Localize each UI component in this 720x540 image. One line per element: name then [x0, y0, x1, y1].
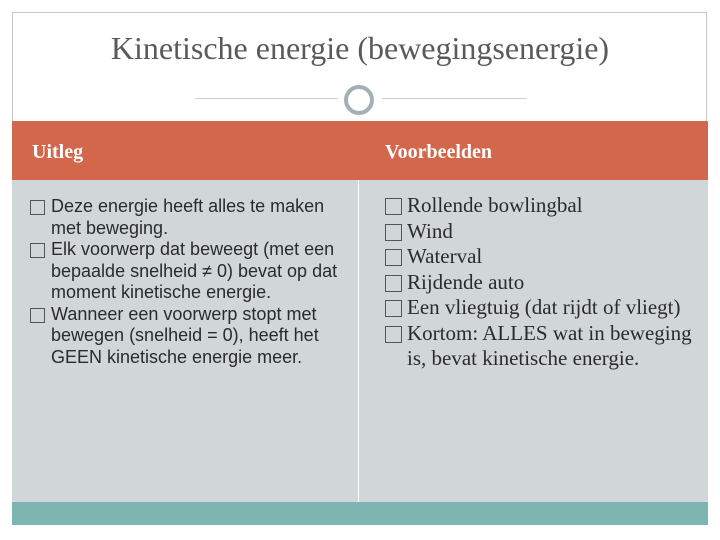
checkbox-bullet-icon: [30, 200, 45, 215]
header-uitleg: Uitleg: [32, 141, 84, 163]
title-divider-left: [195, 98, 340, 99]
slide-title: Kinetische energie (bewegingsenergie): [110, 30, 610, 66]
checkbox-bullet-icon: [385, 326, 402, 343]
table-header-row: [12, 121, 708, 180]
checkbox-bullet-icon: [385, 224, 402, 241]
list-item: [385, 295, 705, 321]
list-item: [30, 239, 350, 304]
example-text: Rollende bowlingbal: [407, 193, 583, 217]
checkbox-bullet-icon: [30, 243, 45, 258]
checkbox-bullet-icon: [385, 300, 402, 317]
checkbox-bullet-icon: [385, 275, 402, 292]
title-divider-right: [382, 98, 527, 99]
checkbox-bullet-icon: [385, 249, 402, 266]
example-text: Een vliegtuig (dat rijdt of vliegt): [407, 295, 681, 319]
footer-bar: [12, 502, 708, 525]
checkbox-bullet-icon: [385, 198, 402, 215]
examples-list: [385, 193, 705, 372]
explanation-list: [30, 196, 350, 368]
list-item: [30, 304, 350, 369]
explanation-text: Elk voorwerp dat beweegt (met een bepaalde snelheid ≠ 0) bevat op dat moment kinetische energie.: [51, 239, 338, 302]
example-text: Waterval: [407, 244, 483, 268]
header-voorbeelden: Voorbeelden: [385, 141, 493, 163]
list-item: [30, 196, 350, 239]
example-text: Kortom: ALLES wat in beweging is, bevat kinetische energie.: [407, 320, 692, 370]
example-text: Wind: [407, 218, 453, 243]
list-item: [385, 219, 705, 245]
column-divider: [358, 180, 359, 502]
list-item: [385, 321, 705, 372]
list-item: [385, 270, 705, 296]
example-text: Rijdende auto: [407, 269, 525, 294]
list-item: [385, 244, 705, 270]
explanation-text: Deze energie heeft alles te maken met beweging.: [51, 196, 325, 238]
list-item: [385, 193, 705, 219]
checkbox-bullet-icon: [30, 308, 45, 323]
explanation-text: Wanneer een voorwerp stopt met bewegen (snelheid = 0), heeft het GEEN kinetische energie meer.: [51, 303, 319, 367]
ring-ornament-icon: [338, 79, 380, 121]
